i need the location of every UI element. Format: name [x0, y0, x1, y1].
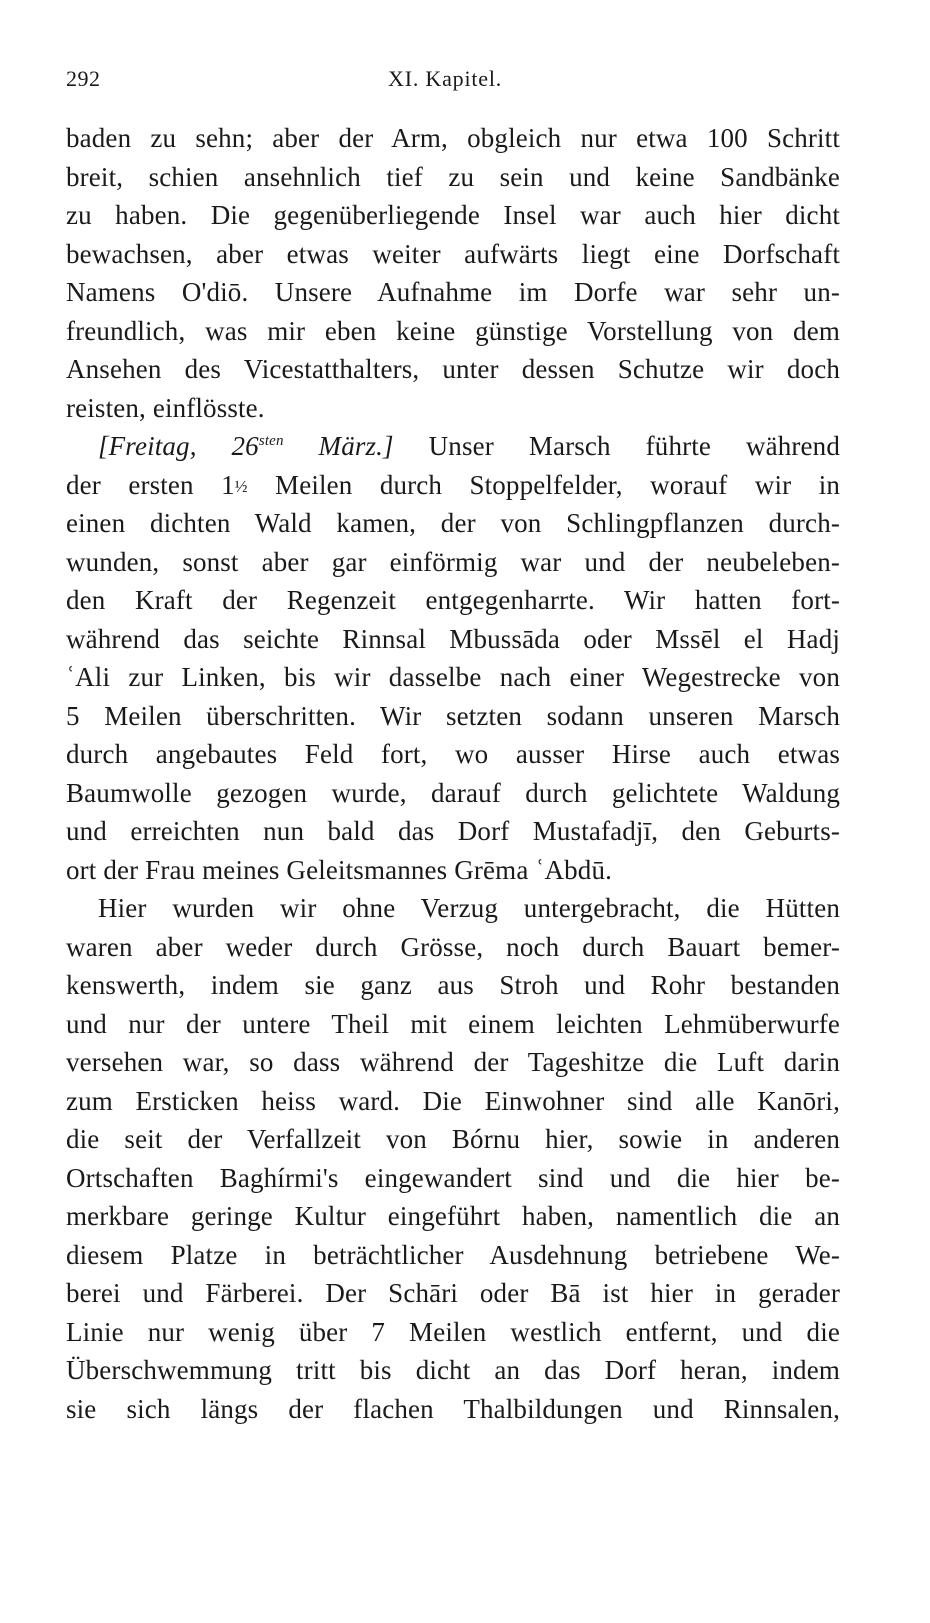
text-line: freundlich, was mir eben keine günstige Vorstellung von dem: [66, 315, 840, 346]
text-line: Ansehen des Vicestatthalters, unter dessen Schutze wir doch: [66, 354, 840, 384]
text-line: berei und Färberei. Der Schāri oder Bā ist hier in gerader: [66, 1278, 840, 1308]
paragraph-3: [66, 889, 840, 1428]
text-line: waren aber weder durch Grösse, noch durch Bauart bemer-: [66, 931, 840, 962]
running-head: XI. Kapitel.: [388, 66, 503, 91]
fraction: ½: [234, 476, 248, 496]
text-line: breit, schien ansehnlich tief zu sein und keine Sandbänke: [66, 161, 840, 192]
text-line: Baumwolle gezogen wurde, darauf durch gelichtete Waldung: [66, 777, 840, 808]
text-line: einen dichten Wald kamen, der von Schlingpflanzen durch-: [66, 508, 840, 538]
text-line: und nur der untere Theil mit einem leichten Lehmüberwurfe: [66, 1008, 840, 1039]
date-superscript: sten: [258, 433, 284, 449]
page-header: [66, 66, 836, 106]
text-line: die seit der Verfallzeit von Bórnu hier, sowie in anderen: [66, 1124, 840, 1154]
text-line: durch angebautes Feld fort, wo ausser Hirse auch etwas: [66, 739, 840, 769]
text-line: kenswerth, indem sie ganz aus Stroh und Rohr bestanden: [66, 970, 840, 1000]
text-line: Namens O'diō. Unsere Aufnahme im Dorfe war sehr un-: [66, 277, 840, 307]
text-line: merkbare geringe Kultur eingeführt haben, namentlich die an: [66, 1201, 840, 1231]
dated-entry-line: [Freitag, $26^{sten}$ März.] Unser Marsch führte während: [98, 431, 840, 461]
text-line: während das seichte Rinnsal Mbussāda oder Mssēl el Hadj: [66, 623, 840, 654]
text-line: wunden, sonst aber gar einförmig war und der neubeleben-: [66, 546, 840, 577]
text-line: Hier wurden wir ohne Verzug untergebracht, die Hütten: [98, 893, 840, 923]
text-line: Überschwemmung tritt bis dicht an das Dorf heran, indem: [66, 1355, 840, 1385]
text-line: 5 Meilen überschritten. Wir setzten sodann unseren Marsch: [66, 700, 840, 731]
text-line: Ortschaften Baghírmi's eingewandert sind und die hier be-: [66, 1162, 840, 1193]
text-line: ʿAli zur Linken, bis wir dasselbe nach einer Wegestrecke von: [66, 662, 840, 692]
paragraph-1: [66, 119, 840, 427]
text-line: zum Ersticken heiss ward. Die Einwohner sind alle Kanōri,: [66, 1085, 840, 1116]
body-text: [66, 119, 840, 1428]
text-line: versehen war, so dass während der Tageshitze die Luft darin: [66, 1047, 840, 1077]
date-heading: [Freitag, $26^{sten}$ März.]: [98, 431, 394, 461]
text-line: bewachsen, aber etwas weiter aufwärts liegt eine Dorfschaft: [66, 238, 840, 269]
text-line: reisten, einflösste.: [66, 392, 265, 423]
text-line: zu haben. Die gegenüberliegende Insel war auch hier dicht: [66, 200, 840, 230]
text-line: diesem Platze in beträchtlicher Ausdehnung betriebene We-: [66, 1239, 840, 1270]
text-line: ort der Frau meines Geleitsmannes Grēma ʿAbdū.: [66, 854, 612, 885]
text-line: den Kraft der Regenzeit entgegenharrte. Wir hatten fort-: [66, 585, 840, 615]
text-line: sie sich längs der flachen Thalbildungen und Rinnsalen,: [66, 1393, 840, 1424]
text-line: baden zu sehn; aber der Arm, obgleich nur etwa 100 Schritt: [66, 123, 840, 153]
text-line: und erreichten nun bald das Dorf Mustafadjī, den Geburts-: [66, 816, 840, 846]
page-number: 292: [66, 66, 101, 91]
text-line: Linie nur wenig über 7 Meilen westlich entfernt, und die: [66, 1316, 840, 1347]
paragraph-2: [66, 427, 840, 889]
text-line: der ersten 1½ Meilen durch Stoppelfelder, worauf wir in: [66, 466, 840, 505]
